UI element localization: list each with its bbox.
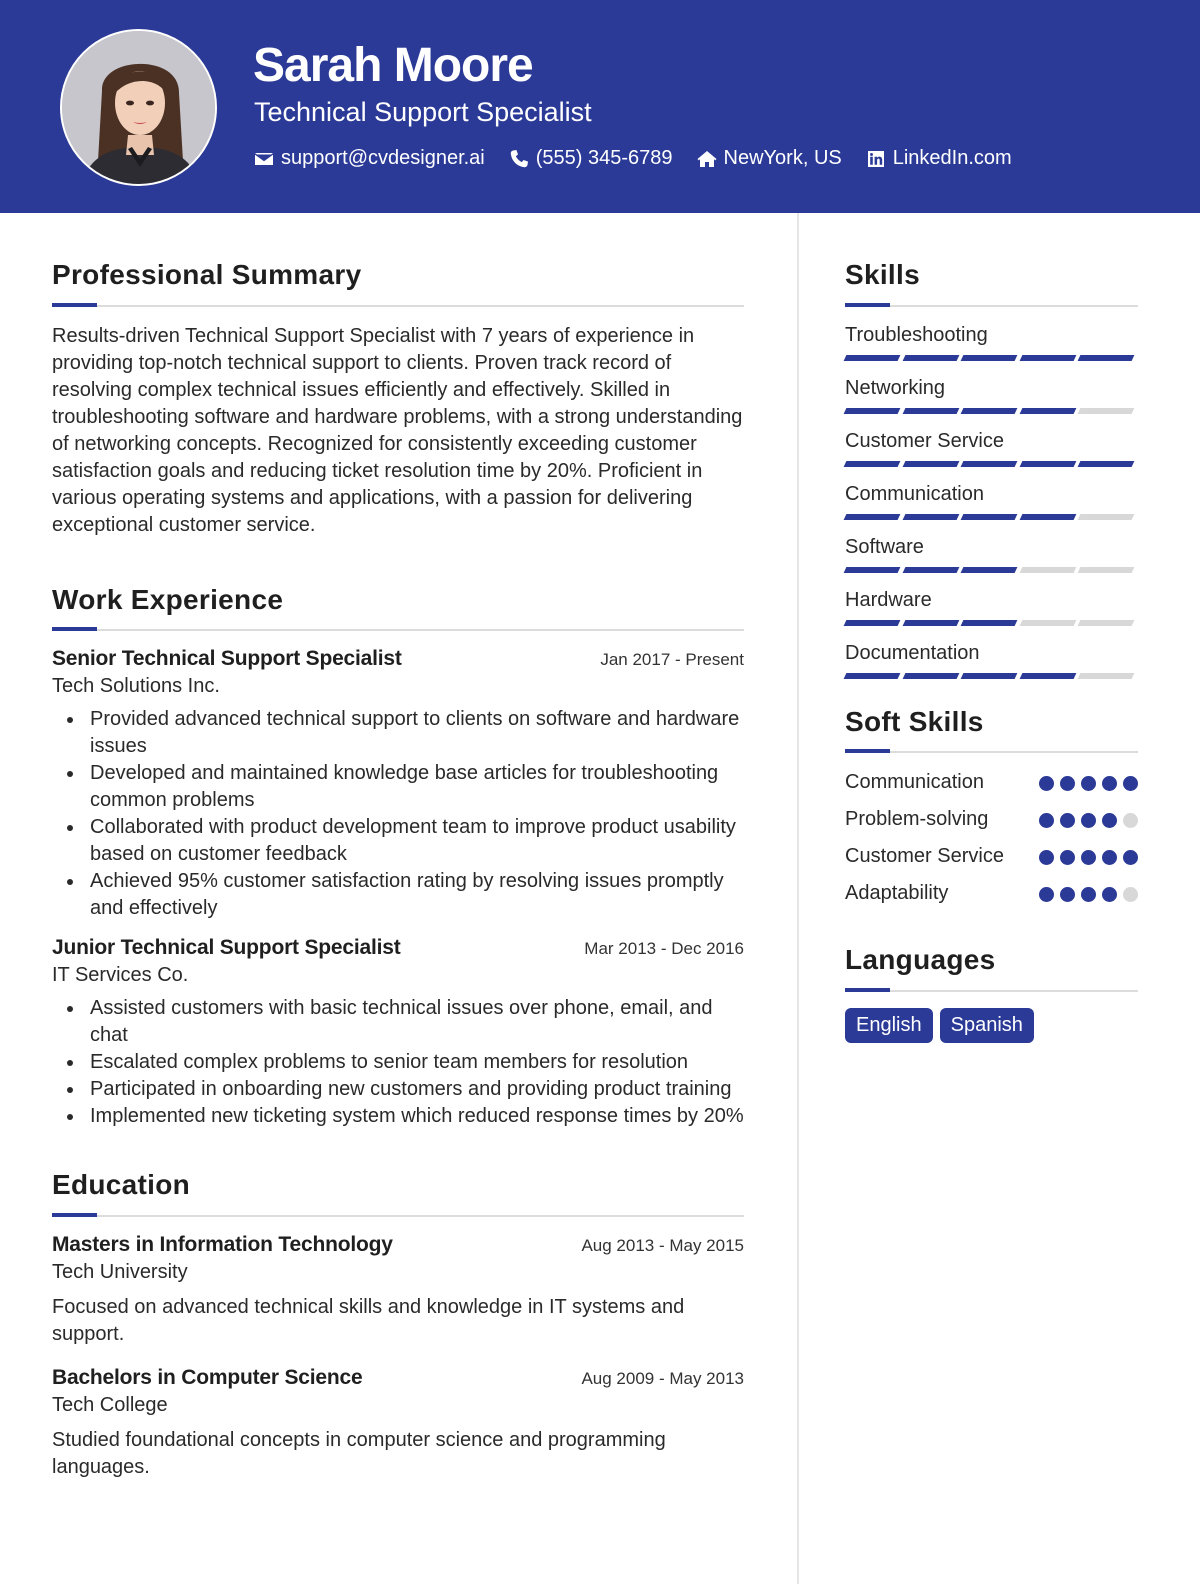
- soft-skill-item: [845, 806, 1138, 833]
- soft-skill-rating: [1033, 813, 1138, 828]
- envelope-icon: [254, 149, 274, 169]
- avatar: [60, 29, 217, 186]
- education-entry: [52, 1366, 744, 1481]
- rating-dot: [1123, 850, 1138, 865]
- job-date: Mar 2013 - Dec 2016: [584, 939, 744, 959]
- soft-skill-name: Problem-solving: [845, 808, 989, 831]
- skill-level-segment: [844, 567, 900, 573]
- skill-level-segment: [844, 355, 900, 361]
- degree-name: Masters in Information Technology: [52, 1232, 393, 1256]
- skill-level-segment: [844, 673, 900, 679]
- skill-level-segment: [844, 408, 900, 414]
- job-role: Senior Technical Support Specialist: [52, 647, 402, 671]
- contact-phone-text: (555) 345-6789: [535, 147, 673, 169]
- resume-header: [0, 0, 1200, 213]
- contact-list: [254, 147, 1036, 170]
- skill-level-segment: [1019, 673, 1075, 679]
- skill-level-segment: [1078, 620, 1134, 626]
- skill-item: [845, 535, 1138, 573]
- skill-name: Customer Service: [845, 429, 1004, 452]
- skill-level-segment: [961, 620, 1017, 626]
- job-bullet: Assisted customers with basic technical issues over phone, email, and chat: [52, 995, 744, 1049]
- contact-location-text: NewYork, US: [723, 147, 842, 169]
- education-section: [52, 1168, 744, 1481]
- skill-level-bar: [845, 620, 1138, 626]
- section-divider: [52, 1213, 744, 1217]
- skill-item: [845, 376, 1138, 414]
- section-divider: [845, 303, 1138, 307]
- skill-item: [845, 429, 1138, 467]
- section-title: Soft Skills: [845, 705, 984, 737]
- soft-skill-name: Customer Service: [845, 845, 1004, 868]
- rating-dot: [1039, 850, 1054, 865]
- job-bullet: Provided advanced technical support to clients on software and hardware issues: [52, 706, 744, 760]
- job-bullet: Achieved 95% customer satisfaction rating by resolving issues promptly and effectively: [52, 868, 744, 922]
- skill-item: [845, 641, 1138, 679]
- rating-dot: [1102, 776, 1117, 791]
- skill-level-segment: [902, 461, 958, 467]
- soft-skill-rating: [1033, 776, 1138, 791]
- soft-skill-item: [845, 843, 1138, 870]
- job-company: IT Services Co.: [52, 964, 189, 987]
- skills-section: [845, 258, 1138, 679]
- sidebar-column: [845, 258, 1138, 1043]
- job-entry: [52, 647, 744, 922]
- skill-level-segment: [902, 620, 958, 626]
- rating-dot: [1060, 813, 1075, 828]
- soft-skill-name: Communication: [845, 771, 984, 794]
- rating-dot: [1102, 887, 1117, 902]
- soft-skills-list: [845, 769, 1138, 907]
- job-bullet: Implemented new ticketing system which reduced response times by 20%: [52, 1103, 744, 1130]
- job-role: Junior Technical Support Specialist: [52, 936, 401, 960]
- rating-dot: [1060, 850, 1075, 865]
- skill-name: Communication: [845, 482, 984, 505]
- summary-section: [52, 258, 744, 539]
- rating-dot: [1060, 887, 1075, 902]
- section-title: Education: [52, 1169, 191, 1201]
- job-bullet: Developed and maintained knowledge base articles for troubleshooting common problems: [52, 760, 744, 814]
- column-divider: [797, 213, 799, 1584]
- skill-level-segment: [1078, 355, 1134, 361]
- job-company: Tech Solutions Inc.: [52, 675, 220, 698]
- skill-name: Documentation: [845, 641, 980, 664]
- portrait-image: [62, 31, 217, 186]
- skill-level-bar: [845, 514, 1138, 520]
- home-icon: [697, 149, 717, 169]
- skill-level-bar: [845, 355, 1138, 361]
- job-bullet: Participated in onboarding new customers and providing product training: [52, 1076, 744, 1103]
- skill-level-segment: [1019, 567, 1075, 573]
- skill-level-segment: [1019, 408, 1075, 414]
- section-divider: [52, 303, 744, 307]
- candidate-title: Technical Support Specialist: [254, 97, 592, 127]
- section-title: Professional Summary: [52, 259, 362, 290]
- education-date: Aug 2009 - May 2013: [581, 1368, 744, 1388]
- job-bullets: [52, 706, 744, 922]
- main-column: [52, 258, 744, 1495]
- contact-linkedin-text: LinkedIn.com: [892, 147, 1012, 169]
- school-name: Tech College: [52, 1393, 168, 1416]
- job-bullet: Escalated complex problems to senior team members for resolution: [52, 1049, 744, 1076]
- skill-level-segment: [1078, 408, 1134, 414]
- phone-icon: [509, 149, 529, 169]
- rating-dot: [1039, 776, 1054, 791]
- skill-level-segment: [1019, 355, 1075, 361]
- skill-level-segment: [1078, 514, 1134, 520]
- education-description: Focused on advanced technical skills and knowledge in IT systems and support.: [52, 1295, 685, 1345]
- section-divider: [52, 627, 744, 631]
- skill-level-segment: [961, 567, 1017, 573]
- education-description: Studied foundational concepts in computer science and programming languages.: [52, 1428, 666, 1478]
- skill-level-segment: [902, 673, 958, 679]
- section-divider: [845, 988, 1138, 992]
- skill-level-bar: [845, 408, 1138, 414]
- skill-level-segment: [902, 567, 958, 573]
- skill-level-segment: [844, 461, 900, 467]
- degree-name: Bachelors in Computer Science: [52, 1365, 363, 1389]
- skill-name: Troubleshooting: [845, 323, 988, 346]
- skill-name: Hardware: [845, 588, 932, 611]
- languages-section: [845, 943, 1138, 1043]
- experience-section: [52, 583, 744, 1131]
- skill-level-bar: [845, 461, 1138, 467]
- section-divider: [845, 749, 1138, 753]
- rating-dot: [1081, 887, 1096, 902]
- contact-email[interactable]: [254, 147, 485, 170]
- skill-level-segment: [1078, 461, 1134, 467]
- contact-linkedin[interactable]: [866, 147, 1012, 170]
- skill-level-segment: [961, 673, 1017, 679]
- skill-item: [845, 588, 1138, 626]
- skill-level-bar: [845, 567, 1138, 573]
- job-entry: [52, 936, 744, 1130]
- skill-item: [845, 482, 1138, 520]
- soft-skill-rating: [1033, 850, 1138, 865]
- contact-phone[interactable]: [509, 147, 673, 170]
- section-title: Languages: [845, 944, 996, 976]
- section-title: Work Experience: [52, 583, 284, 615]
- rating-dot: [1081, 776, 1096, 791]
- skill-level-segment: [961, 408, 1017, 414]
- soft-skill-item: [845, 880, 1138, 907]
- skill-name: Networking: [845, 376, 946, 399]
- skill-level-segment: [844, 514, 900, 520]
- rating-dot: [1081, 813, 1096, 828]
- skill-level-segment: [961, 461, 1017, 467]
- soft-skill-rating: [1033, 887, 1138, 902]
- skill-level-bar: [845, 673, 1138, 679]
- rating-dot: [1123, 776, 1138, 791]
- job-date: Jan 2017 - Present: [600, 650, 744, 670]
- rating-dot: [1039, 813, 1054, 828]
- rating-dot: [1060, 776, 1075, 791]
- soft-skill-item: [845, 769, 1138, 796]
- skill-level-segment: [902, 514, 958, 520]
- rating-dot: [1102, 850, 1117, 865]
- skill-level-segment: [1078, 673, 1134, 679]
- linkedin-icon: [866, 149, 886, 169]
- summary-text: Results-driven Technical Support Specialist with 7 years of experience in providing top-notch technical support to clients. Proven track record of resolving complex technical issues efficiently and effectively. Skilled in troubleshooting software and hardware problems, with a strong understanding of networking concepts. Recognized for consistently exceeding customer satisfaction goals and reducing ticket resolution time by 20%. Proficient in various operating systems and applications, with a passion for delivering exceptional customer service.: [52, 324, 743, 536]
- skill-item: [845, 323, 1138, 361]
- candidate-name: Sarah Moore: [253, 39, 533, 92]
- skill-level-segment: [961, 514, 1017, 520]
- rating-dot: [1123, 813, 1138, 828]
- soft-skills-section: [845, 705, 1138, 908]
- skill-level-segment: [1019, 514, 1075, 520]
- skill-level-segment: [1078, 567, 1134, 573]
- language-list: [845, 1008, 1138, 1043]
- skill-level-segment: [961, 355, 1017, 361]
- skill-level-segment: [1019, 461, 1075, 467]
- contact-email-text: support@cvdesigner.ai: [281, 147, 485, 169]
- rating-dot: [1039, 887, 1054, 902]
- soft-skill-name: Adaptability: [845, 882, 949, 905]
- skill-level-segment: [844, 620, 900, 626]
- rating-dot: [1102, 813, 1117, 828]
- section-title: Skills: [845, 259, 920, 290]
- school-name: Tech University: [52, 1260, 188, 1283]
- skill-level-segment: [1019, 620, 1075, 626]
- skill-level-segment: [902, 408, 958, 414]
- rating-dot: [1123, 887, 1138, 902]
- contact-location: [697, 147, 842, 170]
- rating-dot: [1081, 850, 1096, 865]
- education-entry: [52, 1233, 744, 1348]
- language-badge: Spanish: [940, 1008, 1034, 1043]
- education-date: Aug 2013 - May 2015: [581, 1235, 744, 1255]
- job-bullet: Collaborated with product development team to improve product usability based on customer feedback: [52, 814, 744, 868]
- language-badge: English: [845, 1008, 933, 1043]
- job-bullets: [52, 995, 744, 1130]
- skills-list: [845, 323, 1138, 679]
- skill-name: Software: [845, 535, 924, 558]
- skill-level-segment: [902, 355, 958, 361]
